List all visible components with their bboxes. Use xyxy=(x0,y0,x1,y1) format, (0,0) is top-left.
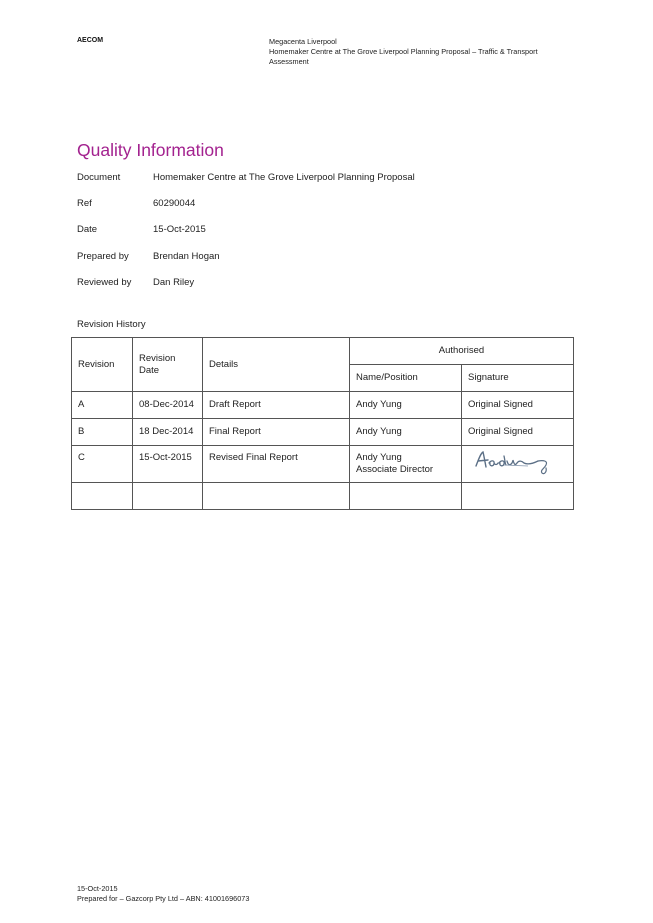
info-value: 15-Oct-2015 xyxy=(153,224,206,235)
header-details: Details xyxy=(203,338,350,392)
header-revision-date-line2: Date xyxy=(139,364,160,376)
cell-date: 08-Dec-2014 xyxy=(133,392,203,419)
revision-history-table xyxy=(71,337,574,510)
revision-history-heading: Revision History xyxy=(77,319,146,330)
cell-empty xyxy=(350,483,462,510)
header-authorised: Authorised xyxy=(350,338,574,365)
info-label: Reviewed by xyxy=(77,277,132,288)
cell-name: Andy Yung xyxy=(350,419,462,446)
info-value: 60290044 xyxy=(153,198,196,209)
cell-details: Draft Report xyxy=(203,392,350,419)
cell-empty xyxy=(72,483,133,510)
company-name: AECOM xyxy=(77,37,104,44)
info-label: Date xyxy=(77,224,98,235)
cell-revision: B xyxy=(72,419,133,446)
cell-date: 18 Dec-2014 xyxy=(133,419,203,446)
header-signature: Signature xyxy=(462,365,574,392)
info-label: Document xyxy=(77,172,121,183)
cell-name: Andy Yung xyxy=(350,392,462,419)
cell-name: Andy Yung xyxy=(356,452,402,463)
cell-date: 15-Oct-2015 xyxy=(133,446,203,483)
header-project-line2: Assessment xyxy=(269,57,309,66)
info-value: Dan Riley xyxy=(153,277,195,288)
footer-prepared-for: Prepared for – Gazcorp Pty Ltd – ABN: 41001696073 xyxy=(77,894,250,903)
cell-revision: A xyxy=(72,392,133,419)
table-row xyxy=(72,483,574,510)
cell-signature xyxy=(462,446,574,483)
table-row xyxy=(72,392,574,419)
header-revision: Revision xyxy=(72,338,133,392)
cell-empty xyxy=(203,483,350,510)
table-row xyxy=(72,446,574,483)
page-footer xyxy=(77,884,249,904)
info-value: Brendan Hogan xyxy=(153,251,220,262)
info-label: Ref xyxy=(77,198,92,209)
info-label: Prepared by xyxy=(77,251,129,262)
cell-empty xyxy=(133,483,203,510)
header-revision-date-line1: Revision xyxy=(139,352,176,364)
info-value: Homemaker Centre at The Grove Liverpool Planning Proposal xyxy=(153,172,415,183)
footer-date: 15-Oct-2015 xyxy=(77,884,118,893)
page-title: Quality Information xyxy=(77,140,224,160)
cell-position: Associate Director xyxy=(356,464,434,475)
handwritten-signature-icon xyxy=(468,448,560,476)
cell-name-position xyxy=(350,446,462,483)
cell-details: Revised Final Report xyxy=(203,446,350,483)
header-client: Megacenta Liverpool xyxy=(269,37,337,46)
cell-details: Final Report xyxy=(203,419,350,446)
header-revision-date xyxy=(133,338,203,392)
cell-signature: Original Signed xyxy=(462,419,574,446)
cell-revision: C xyxy=(72,446,133,483)
table-header-row xyxy=(72,338,574,365)
header-project-info xyxy=(269,37,589,67)
header-project-line1: Homemaker Centre at The Grove Liverpool Planning Proposal – Traffic & Transport xyxy=(269,47,538,56)
cell-signature: Original Signed xyxy=(462,392,574,419)
header-name-position: Name/Position xyxy=(350,365,462,392)
table-row xyxy=(72,419,574,446)
cell-empty xyxy=(462,483,574,510)
